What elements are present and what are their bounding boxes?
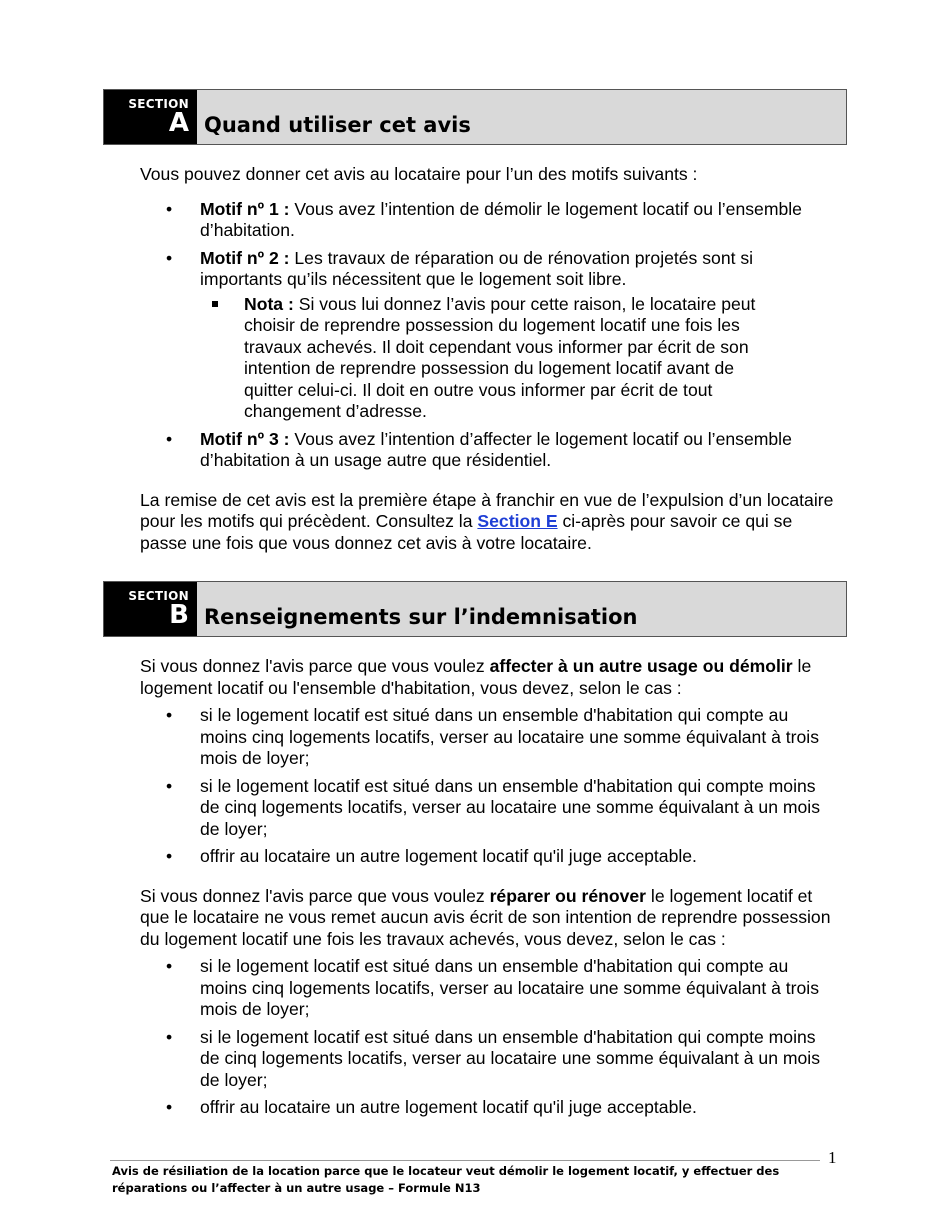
bullet-icon: • (166, 705, 173, 725)
closing-text-after: ci-après pour savoir ce qui se passe une fois que vous donnez cet avis à votre locataire. (140, 511, 793, 553)
list-1-item-text: offrir au locataire un autre logement locatif qu'il juge acceptable. (200, 846, 697, 866)
p1-text-before: Si vous donnez l'avis parce que vous voulez (140, 656, 490, 676)
bullet-icon: • (166, 1097, 173, 1117)
list-1-item (140, 776, 840, 841)
list-1-item (140, 705, 840, 770)
motif-2-text: Les travaux de réparation ou de rénovation projetés sont si importants qu’ils nécessitent que le logement soit libre. (200, 247, 754, 289)
motif-2-label: Motif nº 2 : (200, 247, 290, 268)
section-a-title: Quand utiliser cet avis (204, 113, 471, 137)
section-e-link[interactable]: Section E (477, 511, 558, 531)
section-b-paragraph-1 (140, 656, 840, 699)
motif-1-text: Vous avez l’intention de démolir le logement locatif ou l’ensemble d’habitation. (200, 198, 802, 240)
section-b-body (140, 656, 840, 1119)
section-b-paragraph-2 (140, 886, 840, 951)
section-b-word: SECTION (128, 589, 189, 603)
motif-3-item (140, 429, 840, 472)
list-1-item-text: si le logement locatif est situé dans un ensemble d'habitation qui compte moins de cinq logements locatifs, verser au locataire une somme équivalant à un mois de loyer; (200, 775, 821, 839)
motif-1-label: Motif nº 1 : (200, 198, 290, 219)
section-a-letter: A (168, 108, 189, 138)
bullet-icon: • (166, 428, 173, 449)
closing-text-before: La remise de cet avis est la première étape à franchir en vue de l’expulsion d’un locataire pour les motifs qui précèdent. Consultez la (140, 489, 834, 531)
section-b-tag (104, 582, 197, 636)
p2-text-bold: réparer ou rénover (489, 885, 647, 906)
list-2-item-text: si le logement locatif est situé dans un ensemble d'habitation qui compte au moins cinq logements locatifs, verser au locataire une somme équivalant à trois mois de loyer; (200, 956, 820, 1019)
list-2-item-text: si le logement locatif est situé dans un ensemble d'habitation qui compte moins de cinq logements locatifs, verser au locataire une somme équivalant à un mois de loyer; (200, 1026, 821, 1090)
motif-2-item (140, 248, 840, 291)
p1-text-after: le logement locatif ou l'ensemble d'habitation, vous devez, selon le cas : (140, 656, 812, 698)
list-2-item (140, 1097, 840, 1119)
motif-3-label: Motif nº 3 : (200, 428, 290, 449)
nota-text: Si vous lui donnez l’avis pour cette raison, le locataire peut choisir de reprendre possession du logement locatif une fois les travaux achevés. Il doit cependant vous informer par écrit de son intention de reprendre possession du logement locatif avant de quitter celui-ci. Il doit en outre vous informer par écrit de tout changement d’adresse. (244, 293, 756, 421)
list-1-item-text: si le logement locatif est situé dans un ensemble d'habitation qui compte au moins cinq logements locatifs, verser au locataire une somme équivalant à trois mois de loyer; (200, 705, 820, 768)
section-a-closing (140, 490, 840, 555)
section-b-header (103, 581, 847, 637)
p2-text-after: le logement locatif et que le locataire ne vous remet aucun avis écrit de son intention de reprendre possession du logement locatif une fois les travaux achevés, vous devez, selon le cas : (140, 885, 831, 949)
list-1-item (140, 846, 840, 868)
bullet-icon: • (166, 956, 173, 976)
list-2-item-text: offrir au locataire un autre logement locatif qu'il juge acceptable. (200, 1097, 697, 1117)
section-a-tag (104, 90, 197, 144)
section-a-body (140, 164, 840, 554)
nota-item (140, 294, 784, 423)
section-a-intro: Vous pouvez donner cet avis au locataire pour l’un des motifs suivants : (140, 164, 698, 184)
motif-3-text: Vous avez l’intention d’affecter le logement locatif ou l’ensemble d’habitation à un usage autre que résidentiel. (200, 428, 792, 470)
list-2-item (140, 956, 840, 1021)
bullet-icon: • (166, 775, 173, 796)
section-a-header (103, 89, 847, 145)
section-a-word: SECTION (128, 97, 189, 111)
footer-divider (110, 1160, 820, 1161)
section-b-title: Renseignements sur l’indemnisation (204, 605, 638, 629)
footer-text: Avis de résiliation de la location parce que le locateur veut démolir le logement locatif, y effectuer des réparations ou l’affecter à un autre usage – Formule N13 (112, 1164, 780, 1195)
list-2-item (140, 1027, 840, 1092)
bullet-icon: • (166, 846, 173, 866)
section-b-letter: B (169, 600, 189, 630)
nota-label: Nota : (244, 293, 294, 314)
page-number: 1 (828, 1148, 837, 1167)
motif-1-item (140, 199, 840, 242)
bullet-icon: • (166, 247, 173, 268)
p2-text-before: Si vous donnez l'avis parce que vous voulez (140, 885, 490, 906)
square-bullet-icon (212, 301, 218, 307)
p1-text-bold: affecter à un autre usage ou démolir (489, 656, 793, 676)
bullet-icon: • (166, 1026, 173, 1047)
bullet-icon: • (166, 198, 173, 219)
